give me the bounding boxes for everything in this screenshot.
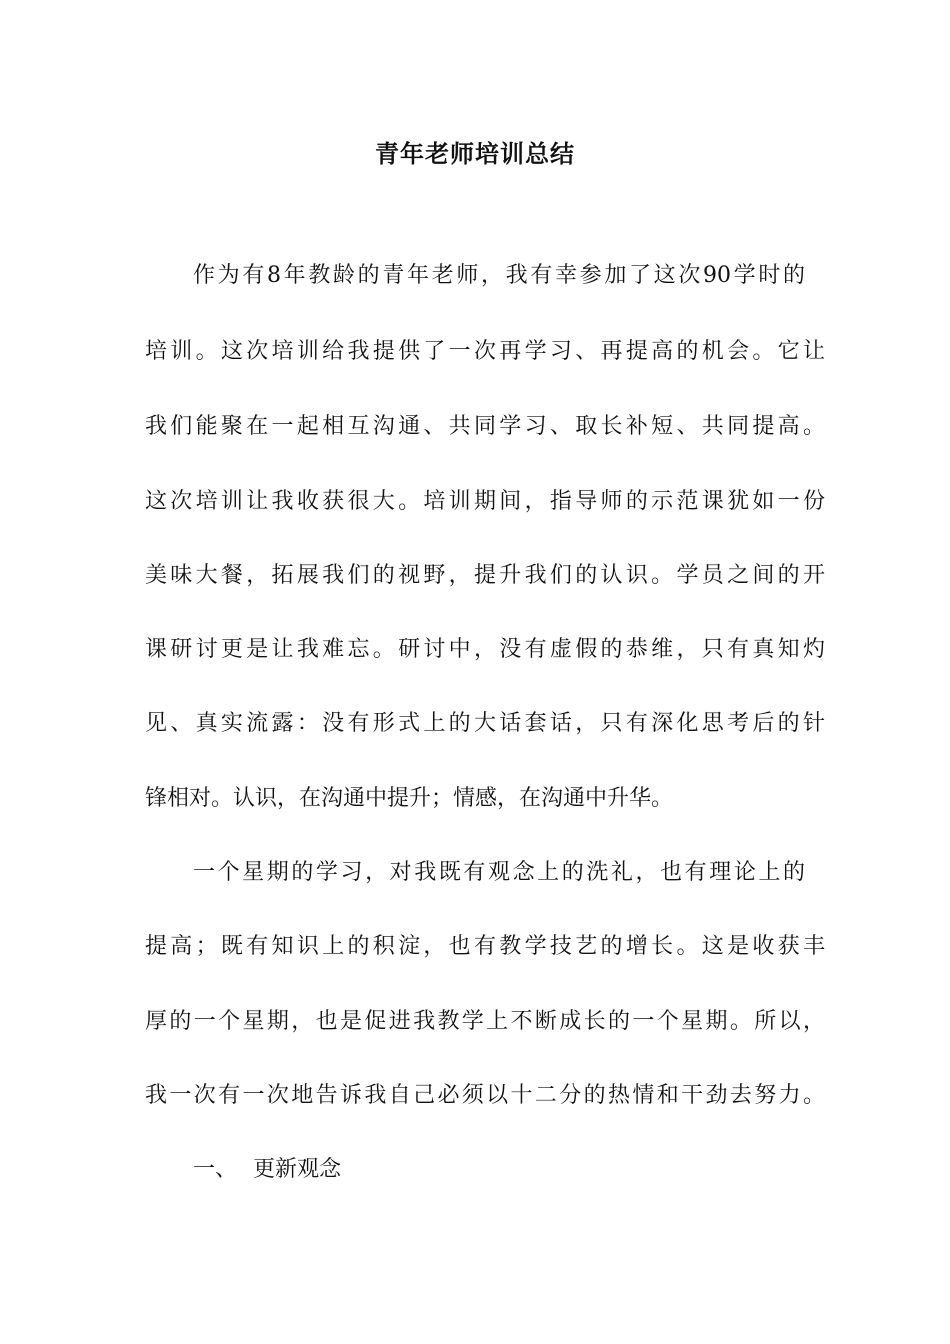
paragraph-line: 这次培训让我收获很大。培训期间，指导师的示范课犹如一份: [145, 489, 825, 514]
paragraph-line: 厚的一个星期，也是促进我教学上不断成长的一个星期。所以，: [145, 1009, 825, 1034]
paragraph-line: 我一次有一次地告诉我自己必须以十二分的热情和干劲去努力。: [145, 1083, 825, 1108]
section-heading-text: 更新观念: [253, 1157, 342, 1182]
paragraph-line: 提高；既有知识上的积淀，也有教学技艺的增长。这是收获丰: [145, 934, 825, 959]
paragraph-line: 一个星期的学习，对我既有观念上的洗礼，也有理论上的: [193, 860, 805, 885]
paragraph-line: 课研讨更是让我难忘。研讨中，没有虚假的恭维，只有真知灼: [145, 637, 825, 662]
paragraph-line: 见、真实流露：没有形式上的大话套话，只有深化思考后的针: [145, 711, 825, 736]
paragraph-line: 锋相对。认识，在沟通中提升；情感，在沟通中升华。: [145, 786, 674, 811]
section-heading: [193, 1155, 341, 1185]
paragraph-line: 美味大餐，拓展我们的视野，提升我们的认识。学员之间的开: [145, 563, 825, 588]
paragraph-line: 我们能聚在一起相互沟通、共同学习、取长补短、共同提高。: [145, 414, 825, 439]
paragraph-line: 培训。这次培训给我提供了一次再学习、再提高的机会。它让: [145, 339, 825, 364]
document-title: 青年老师培训总结: [375, 139, 575, 168]
paragraph-line: 作为有8年教龄的青年老师，我有幸参加了这次90学时的: [193, 263, 805, 288]
section-number: 一、: [193, 1157, 238, 1182]
